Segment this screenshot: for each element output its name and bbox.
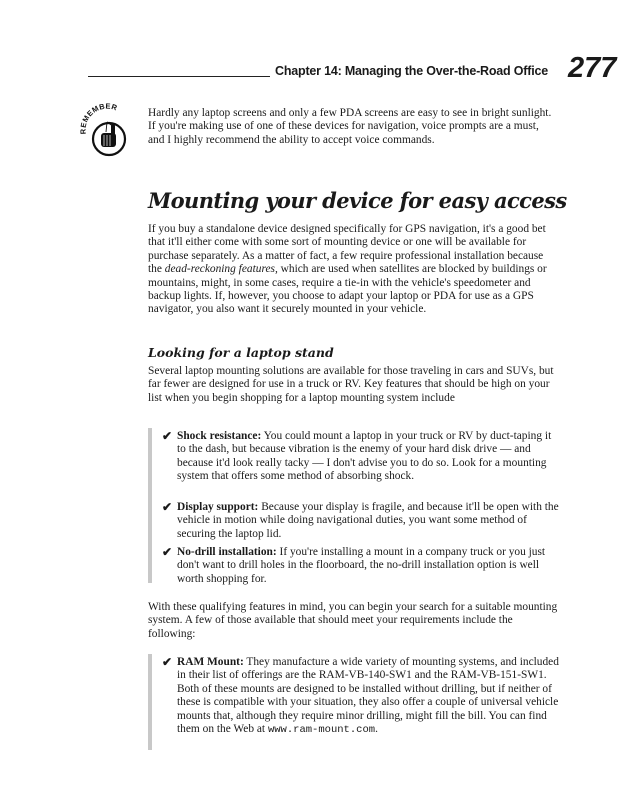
list-item-term: Display support: <box>177 501 259 513</box>
section-paragraph-italic: dead-reckoning features, <box>164 263 278 276</box>
check-icon: ✔ <box>162 500 173 514</box>
section-paragraph-text-2: which are used when satellites are blocked by buildings or mountains, might, in some cases, require a tie-in with the vehicle's speedometer and backup lights. If, however, you choose to adapt your laptop or PDA for use as a GPS navigator, you also want it securely mounted in your vehicle. <box>148 263 547 316</box>
remember-icon <box>76 100 138 160</box>
feature-bullet-list <box>148 428 562 583</box>
remember-icon-label: REMEMBER <box>78 101 119 135</box>
check-icon: ✔ <box>162 545 173 559</box>
chapter-title: Chapter 14: Managing the Over-the-Road Office <box>275 64 548 78</box>
ram-mount-url-link[interactable]: www.ram-mount.com <box>267 724 376 737</box>
list-item <box>162 430 560 484</box>
list-item-text: Because your display is fragile, and because it'll be open with the vehicle in motion while doing navigational duties, you want some method of securing the laptop lid. <box>177 501 559 540</box>
qualifying-paragraph: With these qualifying features in mind, you can begin your search for a suitable mounting system. A few of those available that should meet your requirements include the following: <box>148 601 558 640</box>
list-item-text: They manufacture a wide variety of mounting systems, and included in their list of offerings are the RAM-VB-140-SW1 and the RAM-VB-151-SW1. Both of these mounts are designed to be installed without drilling, but if neither of these is compatible with your situation, they also offer a couple of universal vehicle mounts that, although they require minor drilling, might fill the bill. You can find them on the Web at <box>177 656 559 736</box>
list-item-text: You could mount a laptop in your truck or RV by duct-taping it to the dash, but because vibration is the enemy of your hard disk drive — and because it'd look really tacky — I don't advise you to do so. Look for a mounting system that offers some method of absorbing shock. <box>177 430 552 483</box>
header-rule <box>88 76 270 77</box>
subsection-heading: Looking for a laptop stand <box>148 345 334 360</box>
list-item-term: RAM Mount: <box>177 656 244 668</box>
list-item <box>162 656 560 737</box>
list-item-text: If you're installing a mount in a company truck or you just don't want to drill holes in the floorboard, the no-drill installation option is well worth shopping for. <box>177 546 546 585</box>
list-item-term: No-drill installation: <box>177 546 277 558</box>
page-number: 277 <box>568 52 617 84</box>
list-item-end: . <box>375 723 378 736</box>
section-paragraph <box>148 223 558 317</box>
check-icon: ✔ <box>162 429 173 443</box>
remember-paragraph: Hardly any laptop screens and only a few PDA screens are easy to see in bright sunlight. If you're making use of one of these devices for navigation, voice prompts are a must, and I highly recommend the ability to accept voice commands. <box>148 107 552 146</box>
subsection-paragraph: Several laptop mounting solutions are available for those traveling in cars and SUVs, but far fewer are designed for use in a truck or RV. Key features that should be high on your list when you begin shopping for a laptop mounting system include <box>148 365 554 404</box>
list-item-term: Shock resistance: <box>177 430 262 442</box>
check-icon: ✔ <box>162 655 173 669</box>
section-heading: Mounting your device for easy access <box>148 188 567 213</box>
section-paragraph-text-1: If you buy a standalone device designed specifically for GPS navigation, it's a good bet that it'll either come with some sort of mounting device or one will be available for purchase separately. As a matter of fact, a few require professional installation because the <box>148 223 546 276</box>
list-item <box>162 501 560 541</box>
list-item <box>162 546 560 586</box>
product-bullet-list <box>148 654 562 750</box>
